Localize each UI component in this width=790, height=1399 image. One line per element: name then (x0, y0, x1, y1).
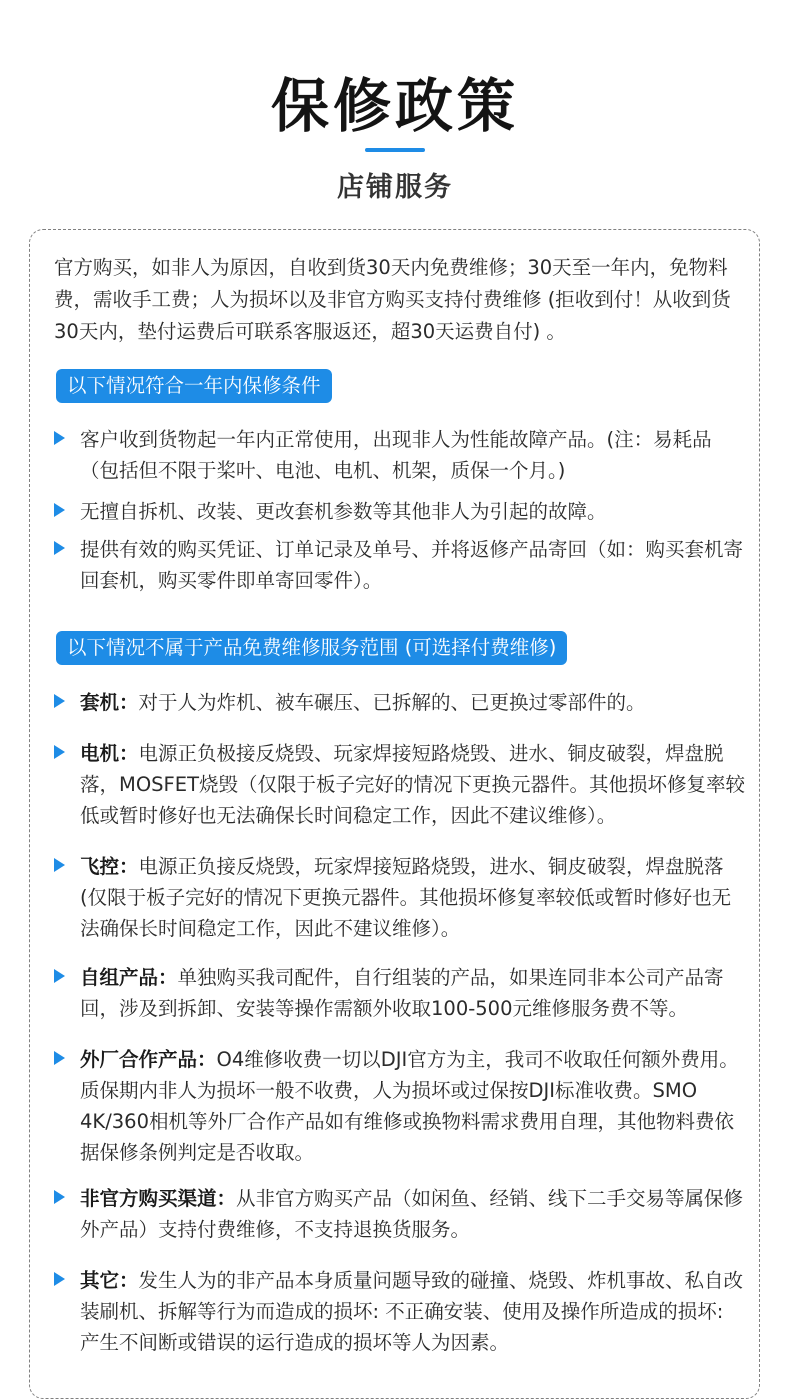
triangle-bullet-icon (54, 969, 65, 983)
item-body: 单独购买我司配件，自行组装的产品，如果连同非本公司产品寄回，涉及到拆卸、安装等操作需额外收取100-500元维修服务费不等。 (80, 966, 724, 1020)
triangle-bullet-icon (54, 1272, 65, 1286)
section2-item-text (80, 1183, 746, 1245)
triangle-bullet-icon (54, 745, 65, 759)
item-body: 从非官方购买产品（如闲鱼、经销、线下二手交易等属保修外产品）支持付费维修，不支持退换货服务。 (80, 1187, 744, 1241)
section2-item-text (80, 1265, 746, 1358)
item-body: 电源正负接反烧毁，玩家焊接短路烧毁，进水、铜皮破裂，焊盘脱落 (仅限于板子完好的情况下更换元器件。其他损坏修复率较低或暂时修好也无法确保长时间稳定工作，因此不建议维修）。 (80, 855, 732, 940)
intro-paragraph: 官方购买，如非人为原因，自收到货30天内免费维修；30天至一年内，免物料费，需收手工费；人为损坏以及非官方购买支持付费维修 (拒收到付！从收到货30天内，垫付运费后可联系客服返还，超30天运费自付) 。 (54, 256, 731, 343)
item-body: O4维修收费一切以DJI官方为主，我司不收取任何额外费用。质保期内非人为损坏一般不收费，人为损坏或过保按DJI标准收费。SMO 4K/360相机等外厂合作产品如有维修或换物料需求费用自理，其他物料费依据保修条例判定是否收取。 (80, 1048, 739, 1164)
triangle-bullet-icon (54, 858, 65, 872)
section2-item-text (80, 738, 746, 831)
item-key: 飞控： (80, 855, 139, 878)
item-key: 外厂合作产品： (80, 1048, 217, 1071)
section1-item-text: 提供有效的购买凭证、订单记录及单号、并将返修产品寄回（如：购买套机寄回套机，购买零件即单寄回零件）。 (80, 538, 744, 592)
triangle-bullet-icon (54, 1051, 65, 1065)
section1-item-text: 无擅自拆机、改装、更改套机参数等其他非人为引起的故障。 (80, 500, 607, 523)
page-subtitle: 店铺服务 (337, 172, 453, 203)
triangle-bullet-icon (54, 431, 65, 445)
item-body: 对于人为炸机、被车碾压、已拆解的、已更换过零部件的。 (138, 691, 646, 714)
section2-label: 以下情况不属于产品免费维修服务范围 (可选择付费维修) (56, 631, 567, 665)
item-key: 电机： (80, 742, 139, 765)
item-key: 其它： (80, 1269, 139, 1292)
section2-item-text (80, 1044, 746, 1168)
triangle-bullet-icon (54, 503, 65, 517)
section2-item-text (80, 851, 746, 944)
triangle-bullet-icon (54, 694, 65, 708)
item-key: 套机： (80, 691, 139, 714)
triangle-bullet-icon (54, 1190, 65, 1204)
section2-item-text (80, 962, 746, 1024)
title-underline (365, 148, 425, 152)
page-title: 保修政策 (270, 72, 519, 140)
item-body: 发生人为的非产品本身质量问题导致的碰撞、烧毁、炸机事故、私自改装刷机、拆解等行为而造成的损坏: 不正确安装、使用及操作所造成的损坏: 产生不间断或错误的运行造成的损坏等人为因素。 (80, 1269, 744, 1354)
item-key: 自组产品： (80, 966, 178, 989)
section1-item-text: 客户收到货物起一年内正常使用，出现非人为性能故障产品。(注：易耗品（包括但不限于桨叶、电池、电机、机架，质保一个月。) (80, 428, 712, 482)
item-body: 电源正负极接反烧毁、玩家焊接短路烧毁、进水、铜皮破裂，焊盘脱落，MOSFET烧毁（仅限于板子完好的情况下更换元器件。其他损坏修复率较低或暂时修好也无法确保长时间稳定工作，因此不建议维修）。 (80, 742, 745, 827)
triangle-bullet-icon (54, 541, 65, 555)
section1-label: 以下情况符合一年内保修条件 (56, 369, 332, 403)
section2-item-text (80, 687, 746, 718)
item-key: 非官方购买渠道： (80, 1187, 237, 1210)
